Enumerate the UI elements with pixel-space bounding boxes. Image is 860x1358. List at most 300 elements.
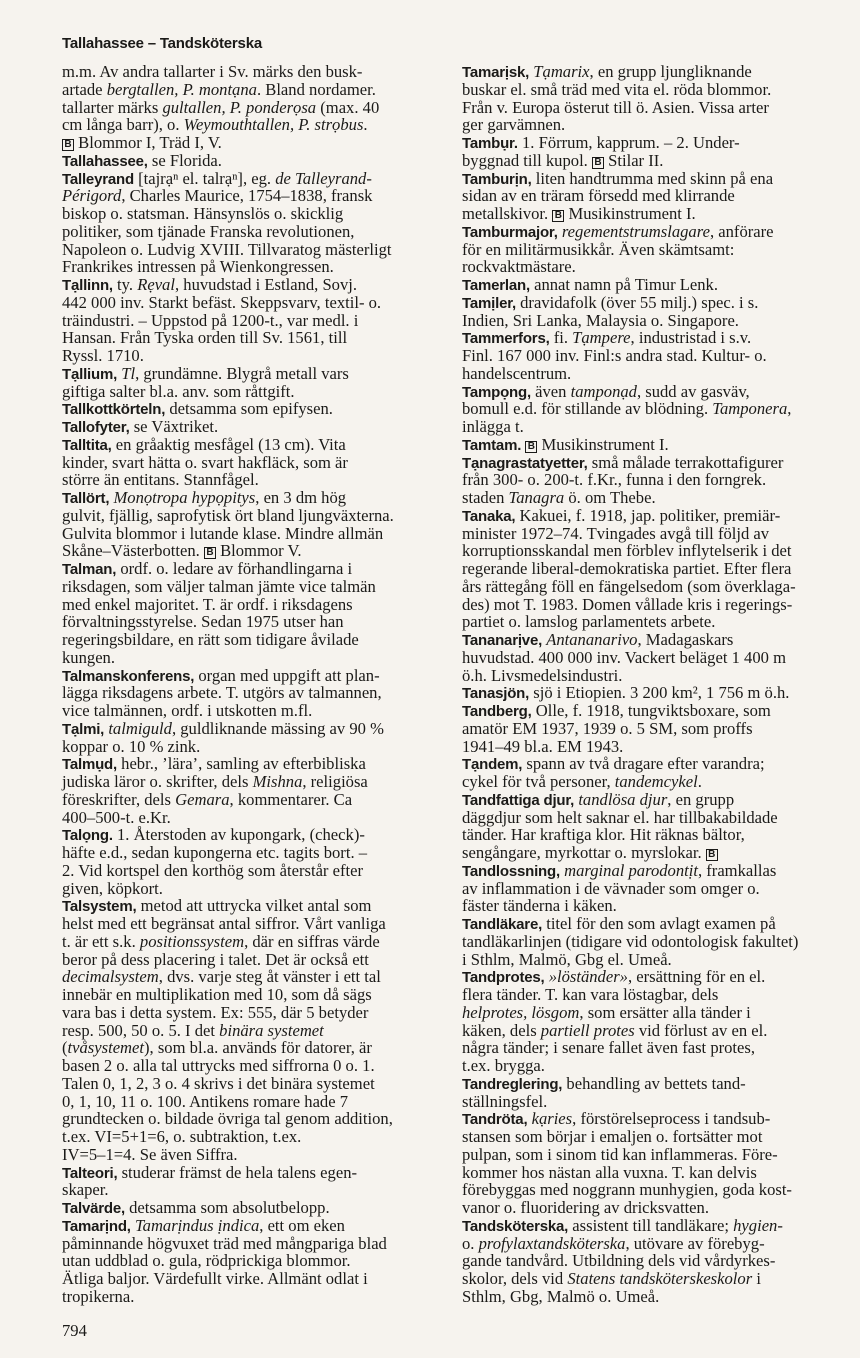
entry-line — [62, 933, 452, 951]
entry-line — [62, 1128, 452, 1146]
dictionary-entry — [462, 507, 852, 631]
entry-line — [62, 542, 452, 560]
entry-line — [462, 826, 852, 844]
entry-line — [462, 1022, 852, 1040]
headword: Tandreglering, — [462, 1075, 563, 1093]
entry-text: cm långa barr), o. — [62, 115, 184, 135]
entry-text: m.m. Av andra tallarter i Sv. märks den busk- — [62, 62, 363, 81]
entry-text: gulvit, fjällig, saprofytisk ört bland ljungväxterna. — [62, 505, 394, 525]
entry-text: se Växtriket. — [129, 417, 219, 436]
entry-text: Ätliga baljor. Värdefullt virke. Allmänt odlat i — [62, 1269, 368, 1288]
entry-line — [462, 880, 852, 898]
entry-text: vid förlust av en el. — [634, 1020, 768, 1040]
entry-text: artade — [62, 79, 107, 99]
dictionary-entry — [62, 1164, 452, 1200]
entry-line — [62, 968, 452, 986]
headword: Talmanskonferens, — [62, 667, 195, 685]
entry-line — [62, 1181, 452, 1199]
entry-text: , grundämne. Blygrå metall vars — [135, 363, 349, 383]
headword: Tamịler, — [462, 294, 516, 312]
entry-text: fi. — [549, 328, 573, 348]
entry-line — [62, 720, 452, 738]
dictionary-entry — [62, 365, 452, 401]
entry-text: med enkel majoritet. T. är ordf. i riksdagens — [62, 594, 353, 614]
italic-term: tvåsystemet — [67, 1038, 145, 1058]
dictionary-entry — [462, 684, 852, 702]
entry-line — [462, 897, 852, 915]
entry-text: Talen 0, 1, 2, 3 o. 4 skrivs i det binära systemet — [62, 1073, 375, 1093]
dictionary-entry — [462, 1110, 852, 1217]
entry-text: , en 3 dm hög — [255, 488, 347, 507]
entry-line — [462, 755, 852, 773]
entry-line — [462, 1181, 852, 1199]
entry-text: t.ex. brygga. — [462, 1056, 545, 1075]
entry-line — [462, 702, 852, 720]
entry-text: av inflammation i de vävnader som omger o. — [462, 878, 760, 898]
entry-text: titel för den som avlagt examen på — [542, 914, 776, 933]
italic-term: Antananarivo — [546, 630, 638, 649]
italic-term: Tạmpere — [572, 328, 631, 348]
entry-text: basen 2 o. alla tal uttrycks med siffrorna 0 o. 1. — [62, 1056, 375, 1075]
entry-line — [62, 844, 452, 862]
entry-line — [62, 436, 452, 454]
entry-text: kommer hos nästan alla vuxna. T. kan delvis — [462, 1162, 757, 1182]
entry-line — [62, 383, 452, 401]
entry-line — [462, 525, 852, 543]
entry-line — [462, 99, 852, 117]
entry-line — [462, 81, 852, 99]
entry-text: minister 1972–74. Tvingades avgå till följd av — [462, 523, 770, 543]
entry-line — [462, 258, 852, 276]
entry-text: Kakuei, f. 1918, jap. politiker, premiär- — [515, 505, 781, 525]
headword: Tamtam. — [462, 436, 522, 454]
entry-text: huvudstad. 400 000 inv. Vackert beläget 1 400 m — [462, 647, 786, 667]
entry-text: ställningsfel. — [462, 1091, 548, 1111]
italic-term: binära systemet — [219, 1020, 324, 1040]
entry-text: annat namn på Timur Lenk. — [529, 275, 718, 294]
entry-line — [62, 134, 452, 152]
entry-text: skaper. — [62, 1180, 109, 1200]
entry-text: Ryssl. 1710. — [62, 346, 144, 365]
entry-line — [462, 400, 852, 418]
entry-text: , en grupp — [667, 789, 735, 809]
entry-line — [462, 489, 852, 507]
entry-text: (max. 40 — [316, 97, 380, 117]
entry-line — [62, 915, 452, 933]
entry-line — [462, 684, 852, 702]
entry-text: Frankrikes intressen på Wienkongressen. — [62, 257, 334, 277]
entry-text: häfte e.d., sedan kupongerna etc. tagits bort. – — [62, 843, 368, 862]
entry-text: des) mot T. 1983. Domen vållade kris i regerings- — [462, 594, 793, 614]
entry-text: Stilar II. — [603, 150, 664, 170]
entry-line — [462, 294, 852, 312]
entry-line — [462, 649, 852, 667]
entry-line — [462, 507, 852, 525]
entry-text: små målade terrakottafigurer — [587, 452, 784, 472]
picture-reference-icon: B — [62, 139, 74, 151]
entry-text: gande tandvård. Utbildning dels vid vårdyrkes- — [462, 1251, 776, 1271]
entry-text: föreskrifter, dels — [62, 789, 176, 809]
entry-line — [62, 347, 452, 365]
dictionary-entry — [62, 418, 452, 436]
entry-text: Sthlm, Gbg, Malmö o. Umeå. — [462, 1286, 660, 1306]
entry-line — [462, 862, 852, 880]
headword: Tạlmi, — [62, 720, 105, 738]
entry-text: Från v. Europa österut till ö. Asien. Vissa arter — [462, 97, 769, 117]
entry-line — [62, 951, 452, 969]
dictionary-entry — [462, 276, 852, 294]
entry-line — [62, 116, 452, 134]
entry-line — [462, 347, 852, 365]
entry-text: Indien, Sri Lanka, Malaysia o. Singapore. — [462, 310, 739, 330]
entry-line — [462, 1110, 852, 1128]
entry-text: tallarter märks — [62, 97, 163, 117]
italic-term: Statens tandsköterskeskolor — [567, 1269, 753, 1288]
dictionary-entry — [62, 720, 452, 756]
entry-line — [62, 1164, 452, 1182]
entry-text: förvaltningsstyrelse. Sedan 1975 utser han — [62, 612, 344, 632]
entry-text: buskar el. små träd med vita el. röda blommor. — [462, 79, 772, 99]
entry-text: liten handtrumma med skinn på ena — [531, 168, 774, 188]
entry-text: i Sthlm, Malmö, Gbg el. Umeå. — [462, 949, 672, 969]
entry-text: giftiga salter bl.a. anv. som råttgift. — [62, 381, 295, 401]
entry-line — [62, 329, 452, 347]
entry-text: . — [697, 772, 702, 791]
entry-text: 442 000 inv. Starkt befäst. Skeppsvarv, textil- o. — [62, 292, 382, 312]
entry-text: ö.h. Livsmedelsindustri. — [462, 665, 623, 685]
dictionary-entry — [462, 1075, 852, 1111]
entry-line — [62, 862, 452, 880]
running-head: Tallahassee – Tandsköterska — [62, 35, 262, 52]
italic-term: profylaxtandsköterska — [478, 1233, 626, 1253]
headword: Tạllium, — [62, 365, 118, 383]
entry-line — [62, 312, 452, 330]
italic-term: Périgord — [62, 186, 122, 206]
entry-text: i — [752, 1269, 761, 1288]
dictionary-entry — [62, 1199, 452, 1217]
italic-term: Rẹval — [137, 275, 175, 294]
entry-line — [62, 897, 452, 915]
headword: Tandröta, — [462, 1111, 528, 1129]
entry-text: , guldliknande mässing av 90 % — [171, 718, 384, 738]
dictionary-entry — [62, 1217, 452, 1306]
entry-line — [462, 365, 852, 383]
entry-line — [62, 631, 452, 649]
entry-text: detsamma som absolutbelopp. — [124, 1198, 330, 1217]
entry-line — [462, 312, 852, 330]
entry-text: käken, dels — [462, 1020, 541, 1040]
entry-line — [462, 418, 852, 436]
headword: Tandlossning, — [462, 862, 560, 880]
entry-text: större än entitans. Stannfågel. — [62, 470, 259, 490]
entry-line — [462, 809, 852, 827]
entry-line — [62, 223, 452, 241]
entry-line — [462, 720, 852, 738]
entry-line — [462, 276, 852, 294]
headword: Tallört, — [62, 490, 110, 507]
entry-text: dravidafolk (över 55 milj.) spec. i s. — [515, 292, 759, 312]
entry-line — [62, 755, 452, 773]
entry-line — [62, 1288, 452, 1306]
headword: Tananarịve, — [462, 632, 543, 649]
entry-text: o. — [462, 1233, 479, 1253]
entry-line — [462, 1093, 852, 1111]
entry-line — [462, 383, 852, 401]
entry-text: Musikinstrument I. — [537, 434, 669, 454]
dictionary-entry — [462, 383, 852, 436]
entry-text: riksdagen, som väljer talman jämte vice talmän — [62, 576, 376, 596]
entry-text: tandläkarlinjen (tidigare vid odontologisk fakultet) — [462, 931, 799, 951]
entry-line — [462, 1217, 852, 1235]
entry-line — [462, 116, 852, 134]
entry-text: koppar o. 10 % zink. — [62, 736, 201, 756]
entry-line — [62, 1235, 452, 1253]
right-column — [462, 63, 852, 1306]
picture-reference-icon: B — [552, 210, 564, 222]
entry-text: regerande liberal-demokratiska partiet. Efter flera — [462, 559, 792, 578]
entry-line — [62, 773, 452, 791]
entry-text: ( — [62, 1038, 68, 1058]
entry-line — [62, 1270, 452, 1288]
headword: Tallofyter, — [62, 419, 130, 436]
headword: Tambụr. — [462, 135, 518, 152]
dictionary-entry — [462, 755, 852, 791]
entry-line — [462, 968, 852, 986]
entry-line — [462, 1146, 852, 1164]
headword: Tạndem, — [462, 756, 523, 774]
entry-text: staden — [462, 488, 509, 507]
entry-line — [62, 152, 452, 170]
entry-text: Gulvita blommor i lutande klase. Mindre allmän — [62, 523, 384, 543]
headword: Tạllinn, — [62, 277, 113, 294]
entry-text: pulpan, som i sinom tid kan inflammeras. Före- — [462, 1144, 778, 1164]
italic-term: Gemara — [175, 789, 230, 809]
entry-text: ö. om Thebe. — [564, 488, 656, 507]
italic-term: Tanagra — [508, 488, 565, 507]
headword: Tamburmajor, — [462, 223, 558, 241]
headword: Tandberg, — [462, 703, 532, 720]
entry-text: korruptionsskandal men förblev inflytelserik i det — [462, 541, 792, 561]
dictionary-entry — [462, 63, 852, 134]
entry-line — [62, 613, 452, 631]
entry-line — [462, 578, 852, 596]
left-column — [62, 63, 452, 1306]
entry-line — [462, 933, 852, 951]
entry-text: 2. Vid kortspel den korthög som återstår efter — [62, 860, 363, 880]
entry-text: metallskivor. — [462, 204, 553, 223]
entry-text: flera tänder. T. kan vara löstagbar, dels — [462, 985, 719, 1004]
entry-line — [62, 81, 452, 99]
italic-term: kạries — [531, 1109, 573, 1129]
entry-text: även — [530, 381, 571, 401]
entry-line — [462, 134, 852, 152]
entry-text: ty. — [112, 275, 138, 294]
italic-term: tandlösa djur — [578, 789, 668, 809]
entry-text: utan uddblad o. gula, rödprickiga blommor. — [62, 1251, 351, 1271]
entry-line — [462, 951, 852, 969]
entry-line — [462, 205, 852, 223]
entry-text: sengångare, myrkottar o. myrslokar. — [462, 843, 706, 862]
entry-line — [462, 329, 852, 347]
headword: Tallkottkörteln, — [62, 401, 166, 419]
headword: Tanasjön, — [462, 685, 530, 703]
dictionary-entry — [462, 1217, 852, 1306]
entry-text: fäster tänderna i käken. — [462, 896, 617, 916]
entry-text: för en militärmusikkår. Även skämtsamt: — [462, 239, 735, 259]
entry-text: . — [363, 115, 368, 135]
entry-text: cykel för två personer, — [462, 772, 615, 791]
italic-term: hygien- — [733, 1215, 783, 1235]
entry-line — [62, 702, 452, 720]
entry-line — [62, 1057, 452, 1075]
entry-line — [462, 631, 852, 649]
italic-term: Tamarịndus ịndica — [134, 1215, 260, 1235]
entry-text: 1. Återstoden av kupongark, (check)- — [112, 825, 365, 845]
dictionary-entry — [62, 560, 452, 667]
headword: Tandläkare, — [462, 916, 543, 933]
entry-text: , — [787, 399, 792, 419]
italic-term: bergtallen, P. montạna — [106, 79, 257, 99]
entry-line — [62, 1146, 452, 1164]
headword: Tamburịn, — [462, 170, 532, 188]
entry-line — [62, 1252, 452, 1270]
entry-text: politiker, som tjänade Franska revolutionen, — [62, 221, 355, 241]
headword: Tandsköterska, — [462, 1217, 569, 1235]
italic-term: regementstrumslagare — [561, 221, 710, 241]
headword: Tammerfors, — [462, 330, 550, 348]
entry-text: organ med uppgift att plan- — [194, 665, 380, 685]
headword: Talọng. — [62, 827, 113, 845]
italic-term: decimalsystem — [62, 967, 159, 987]
entry-line — [62, 1004, 452, 1022]
dictionary-entry — [462, 791, 852, 862]
dictionary-entry — [62, 170, 452, 277]
entry-text: några tänder; i senare fallet även fast protes, — [462, 1038, 756, 1058]
entry-line — [62, 205, 452, 223]
entry-text: Musikinstrument I. — [564, 204, 696, 223]
dictionary-entry — [462, 294, 852, 330]
entry-text: , ett om eken — [259, 1215, 345, 1235]
entry-text: t. är ett s.k. — [62, 931, 140, 951]
entry-line — [462, 613, 852, 631]
dictionary-entry — [462, 329, 852, 382]
entry-line — [62, 507, 452, 525]
entry-text: detsamma som epifysen. — [165, 399, 333, 419]
picture-reference-icon: B — [525, 441, 537, 453]
entry-text: träindustri. – Uppstod på 1200-t., var medl. i — [62, 310, 359, 330]
entry-line — [62, 738, 452, 756]
entry-text: se Florida. — [147, 150, 222, 170]
dictionary-entry — [462, 454, 852, 507]
entry-line — [462, 1235, 852, 1253]
italic-term: tamponạd — [570, 381, 637, 401]
entry-text: , religiösa — [302, 772, 368, 791]
entry-text: , framkallas — [697, 860, 777, 880]
italic-term: gultallen, P. ponderọsa — [162, 97, 317, 117]
entry-text: , en grupp ljungliknande — [589, 62, 752, 81]
headword: Tamarịnd, — [62, 1217, 131, 1235]
entry-text: , huvudstad i Estland, Sovj. — [174, 275, 358, 294]
entry-line — [62, 1199, 452, 1217]
entry-text: , som ersätter alla tänder i — [579, 1002, 751, 1022]
entry-line — [462, 63, 852, 81]
picture-reference-icon: B — [592, 157, 604, 169]
entry-line — [62, 471, 452, 489]
entry-line — [62, 649, 452, 667]
dictionary-entry — [62, 63, 452, 152]
italic-term: positionssystem — [139, 931, 245, 951]
dictionary-entry — [462, 631, 852, 684]
entry-text: , industristad i s.v. — [630, 328, 752, 348]
entry-text: , Charles Maurice, 1754–1838, fransk — [121, 186, 373, 206]
entry-line — [62, 1217, 452, 1235]
entry-text: 1941–49 bl.a. EM 1943. — [462, 736, 624, 756]
italic-term: partiell protes — [540, 1020, 635, 1040]
entry-line — [62, 791, 452, 809]
entry-text: Blommor V. — [215, 541, 302, 561]
entry-text: behandling av bettets tand- — [562, 1073, 746, 1093]
entry-text: sidan av en träram försedd med klirrande — [462, 186, 735, 206]
entry-text: kungen. — [62, 647, 115, 667]
headword: Tanaka, — [462, 507, 516, 525]
headword: Talmụd, — [62, 756, 117, 774]
entry-text: helst med ett begränsat antal siffror. Vårt vanliga — [62, 914, 386, 933]
entry-text: , anförare — [709, 221, 774, 241]
italic-term: Tl — [121, 363, 136, 383]
entry-line — [62, 489, 452, 507]
entry-line — [462, 471, 852, 489]
entry-line — [462, 542, 852, 560]
entry-text: partiet o. lamslog parlamentets arbete. — [462, 612, 716, 632]
entry-text: assistent till tandläkare; — [568, 1215, 734, 1235]
italic-term: marginal parodontịt — [564, 860, 698, 880]
entry-line — [62, 241, 452, 259]
entry-line — [462, 223, 852, 241]
entry-line — [462, 1075, 852, 1093]
entry-text: grundtecken o. bildade övriga tal genom addition, — [62, 1109, 393, 1129]
entry-text: däggdjur som helt saknar el. har tillbakabildade — [462, 807, 778, 827]
headword: Tandfattiga djur, — [462, 791, 575, 809]
entry-line — [62, 1110, 452, 1128]
headword: Tampọng, — [462, 383, 531, 401]
italic-term: talmiguld — [108, 718, 172, 738]
dictionary-entry — [62, 755, 452, 826]
entry-line — [62, 170, 452, 188]
entry-text: resp. 500, 50 o. 5. I det — [62, 1020, 220, 1040]
entry-text: , utövare av förebyg- — [625, 1233, 765, 1253]
dictionary-entry — [462, 968, 852, 1075]
entry-line — [462, 986, 852, 1004]
entry-line — [62, 454, 452, 472]
entry-text: innebär en multiplikation med 10, som då sägs — [62, 985, 372, 1004]
dictionary-entry — [62, 667, 452, 720]
entry-text: studerar främst de hela talens egen- — [117, 1162, 358, 1182]
italic-term: »löständer» — [548, 967, 628, 987]
entry-text: amatör EM 1937, 1939 o. 5 SM, som proffs — [462, 718, 753, 738]
entry-line — [462, 454, 852, 472]
headword: Talteori, — [62, 1164, 118, 1182]
entry-line — [62, 276, 452, 294]
entry-text: påminnande högvuxet träd med mångpariga blad — [62, 1233, 387, 1253]
entry-text: tropikerna. — [62, 1286, 135, 1306]
dictionary-entry — [462, 134, 852, 170]
dictionary-entry — [62, 826, 452, 897]
dictionary-entry — [62, 489, 452, 560]
entry-line — [462, 560, 852, 578]
picture-reference-icon: B — [204, 547, 216, 559]
entry-line — [62, 596, 452, 614]
entry-text: handelscentrum. — [462, 363, 572, 383]
